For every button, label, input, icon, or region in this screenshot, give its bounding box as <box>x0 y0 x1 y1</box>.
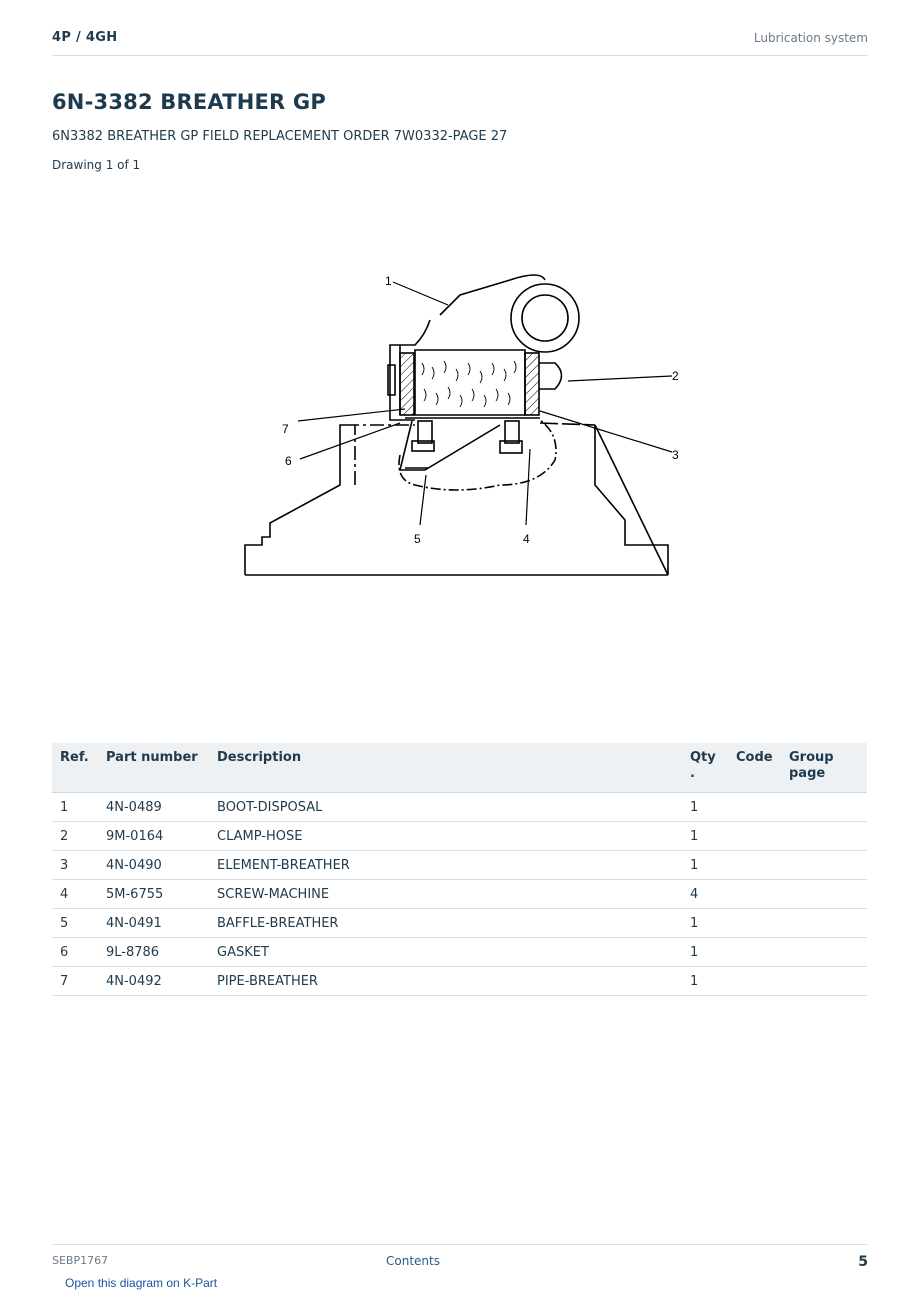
breather-body <box>388 275 579 490</box>
header-qty-label: Qty <box>690 750 716 765</box>
drawing-count: Drawing 1 of 1 <box>52 158 141 172</box>
cell-ref: 2 <box>52 822 98 851</box>
cell-ref: 6 <box>52 938 98 967</box>
cell-code <box>728 967 781 996</box>
baffle-and-screws <box>400 421 522 470</box>
cell-ref: 4 <box>52 880 98 909</box>
header-qty <box>682 743 728 793</box>
cell-description: BOOT-DISPOSAL <box>209 793 682 822</box>
cell-group-page <box>781 938 867 967</box>
table-row <box>52 938 867 967</box>
cell-code <box>728 880 781 909</box>
table-row <box>52 851 867 880</box>
page-footer <box>52 1244 868 1274</box>
cell-code <box>728 909 781 938</box>
cell-group-page <box>781 909 867 938</box>
header-part-number: Part number <box>98 743 209 793</box>
header-code: Code <box>728 743 781 793</box>
cell-qty: 1 <box>682 909 728 938</box>
cell-description: CLAMP-HOSE <box>209 822 682 851</box>
callout-4: 4 <box>523 532 530 546</box>
cell-part-number: 9M-0164 <box>98 822 209 851</box>
contents-link[interactable]: Contents <box>386 1254 440 1268</box>
document-id: SEBP1767 <box>52 1254 109 1267</box>
section-name: Lubrication system <box>753 31 868 45</box>
cell-qty: 1 <box>682 851 728 880</box>
cell-ref: 1 <box>52 793 98 822</box>
cell-part-number: 4N-0489 <box>98 793 209 822</box>
page-subtitle: 6N3382 BREATHER GP FIELD REPLACEMENT ORDER 7W0332-PAGE 27 <box>52 129 508 144</box>
callout-7: 7 <box>282 422 289 436</box>
callout-5: 5 <box>414 532 421 546</box>
cell-part-number: 4N-0492 <box>98 967 209 996</box>
table-row <box>52 909 867 938</box>
cell-part-number: 5M-6755 <box>98 880 209 909</box>
cell-ref: 3 <box>52 851 98 880</box>
cell-qty: 1 <box>682 793 728 822</box>
table-header-row <box>52 743 867 793</box>
model-breadcrumb: 4P / 4GH <box>52 30 118 45</box>
breather-diagram <box>200 185 720 715</box>
header-page-label: page <box>789 766 826 781</box>
parts-table <box>52 743 867 996</box>
table-row <box>52 880 867 909</box>
cell-description: PIPE-BREATHER <box>209 967 682 996</box>
callout-2: 2 <box>672 369 679 383</box>
cell-ref: 7 <box>52 967 98 996</box>
cell-group-page <box>781 967 867 996</box>
table-row <box>52 793 867 822</box>
cell-part-number: 9L-8786 <box>98 938 209 967</box>
cell-part-number: 4N-0491 <box>98 909 209 938</box>
table-row <box>52 967 867 996</box>
cell-ref: 5 <box>52 909 98 938</box>
cell-description: BAFFLE-BREATHER <box>209 909 682 938</box>
header-ref: Ref. <box>52 743 98 793</box>
base-housing <box>245 423 668 575</box>
open-kpart-link[interactable]: Open this diagram on K-Part <box>65 1276 218 1290</box>
cell-group-page <box>781 793 867 822</box>
header-group-label: Group <box>789 750 834 765</box>
cell-qty: 1 <box>682 967 728 996</box>
cell-group-page <box>781 822 867 851</box>
header-group-page <box>781 743 867 793</box>
cell-qty: 1 <box>682 938 728 967</box>
page-title: 6N-3382 BREATHER GP <box>52 90 326 114</box>
page-header <box>52 28 868 56</box>
cell-description: GASKET <box>209 938 682 967</box>
cell-code <box>728 822 781 851</box>
header-qty-dot: . <box>690 766 695 781</box>
header-description: Description <box>209 743 682 793</box>
cell-part-number: 4N-0490 <box>98 851 209 880</box>
callout-3: 3 <box>672 448 679 462</box>
cell-description: SCREW-MACHINE <box>209 880 682 909</box>
cell-group-page <box>781 880 867 909</box>
cell-code <box>728 793 781 822</box>
cell-description: ELEMENT-BREATHER <box>209 851 682 880</box>
page-number: 5 <box>858 1254 868 1270</box>
cell-group-page <box>781 851 867 880</box>
cell-code <box>728 851 781 880</box>
cell-qty: 1 <box>682 822 728 851</box>
table-row <box>52 822 867 851</box>
callout-6: 6 <box>285 454 292 468</box>
cell-code <box>728 938 781 967</box>
cell-qty: 4 <box>682 880 728 909</box>
callout-1: 1 <box>385 274 392 288</box>
